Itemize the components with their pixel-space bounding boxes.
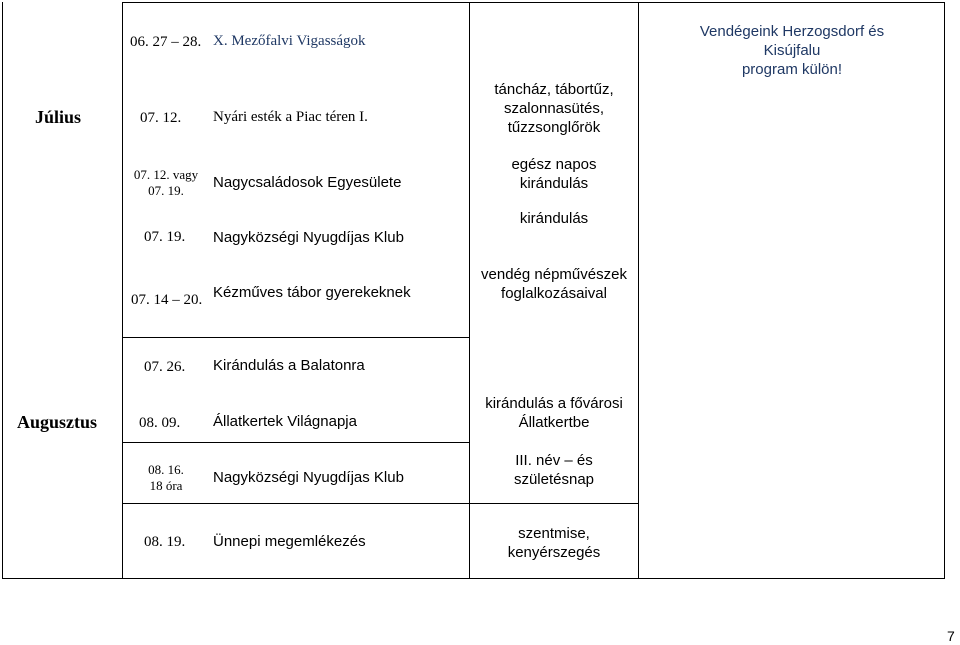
row-6-date: 07. 26. bbox=[144, 359, 186, 375]
row-1-note: Vendégeink Herzogsdorf és Kisújfalu program külön! bbox=[699, 23, 885, 78]
row-8-date: 08. 16. 18 óra bbox=[148, 462, 184, 493]
row-5-activity: vendég népművészek foglalkozásaival bbox=[481, 266, 627, 302]
row-8-activity: III. név – és születésnap bbox=[513, 452, 595, 488]
row-3-activity: egész napos kirándulás bbox=[511, 156, 597, 192]
row-7-activity: kirándulás a fővárosi Állatkertbe bbox=[485, 395, 623, 431]
page-number: 7 bbox=[947, 628, 955, 644]
row-2-date: 07. 12. bbox=[140, 110, 182, 126]
table-border-left bbox=[2, 2, 3, 579]
table-border-right bbox=[944, 2, 945, 579]
table-border-top bbox=[122, 2, 944, 3]
row-4-event: Nagyközségi Nyugdíjas Klub bbox=[213, 229, 404, 246]
row-divider-8 bbox=[122, 442, 469, 443]
month-august: Augusztus bbox=[17, 412, 98, 432]
table-border-bottom bbox=[2, 578, 944, 579]
month-july: Július bbox=[35, 107, 82, 127]
row-4-activity: kirándulás bbox=[519, 210, 589, 227]
row-divider-6 bbox=[122, 337, 469, 338]
row-1-date: 06. 27 – 28. bbox=[130, 34, 202, 50]
row-3-date: 07. 12. vagy 07. 19. bbox=[133, 167, 199, 198]
row-7-date: 08. 09. bbox=[139, 415, 181, 431]
row-3-event: Nagycsaládosok Egyesülete bbox=[213, 174, 402, 191]
column-divider-activity-note bbox=[638, 2, 639, 579]
row-2-activity: táncház, tábortűz, szalonnasütés, tűzzsonglőrök bbox=[494, 81, 614, 136]
row-5-event: Kézműves tábor gyerekeknek bbox=[213, 284, 411, 301]
row-4-date: 07. 19. bbox=[144, 229, 186, 245]
row-7-event: Állatkertek Világnapja bbox=[213, 413, 357, 430]
row-1-event: X. Mezőfalvi Vigasságok bbox=[213, 33, 366, 49]
row-2-event: Nyári esték a Piac téren I. bbox=[213, 109, 368, 125]
row-9-activity: szentmise, kenyérszegés bbox=[507, 525, 601, 561]
row-5-date: 07. 14 – 20. bbox=[131, 292, 203, 308]
row-9-event: Ünnepi megemlékezés bbox=[213, 533, 366, 550]
row-6-event: Kirándulás a Balatonra bbox=[213, 357, 365, 374]
row-9-date: 08. 19. bbox=[144, 534, 186, 550]
row-divider-9 bbox=[122, 503, 638, 504]
row-8-event: Nagyközségi Nyugdíjas Klub bbox=[213, 469, 404, 486]
